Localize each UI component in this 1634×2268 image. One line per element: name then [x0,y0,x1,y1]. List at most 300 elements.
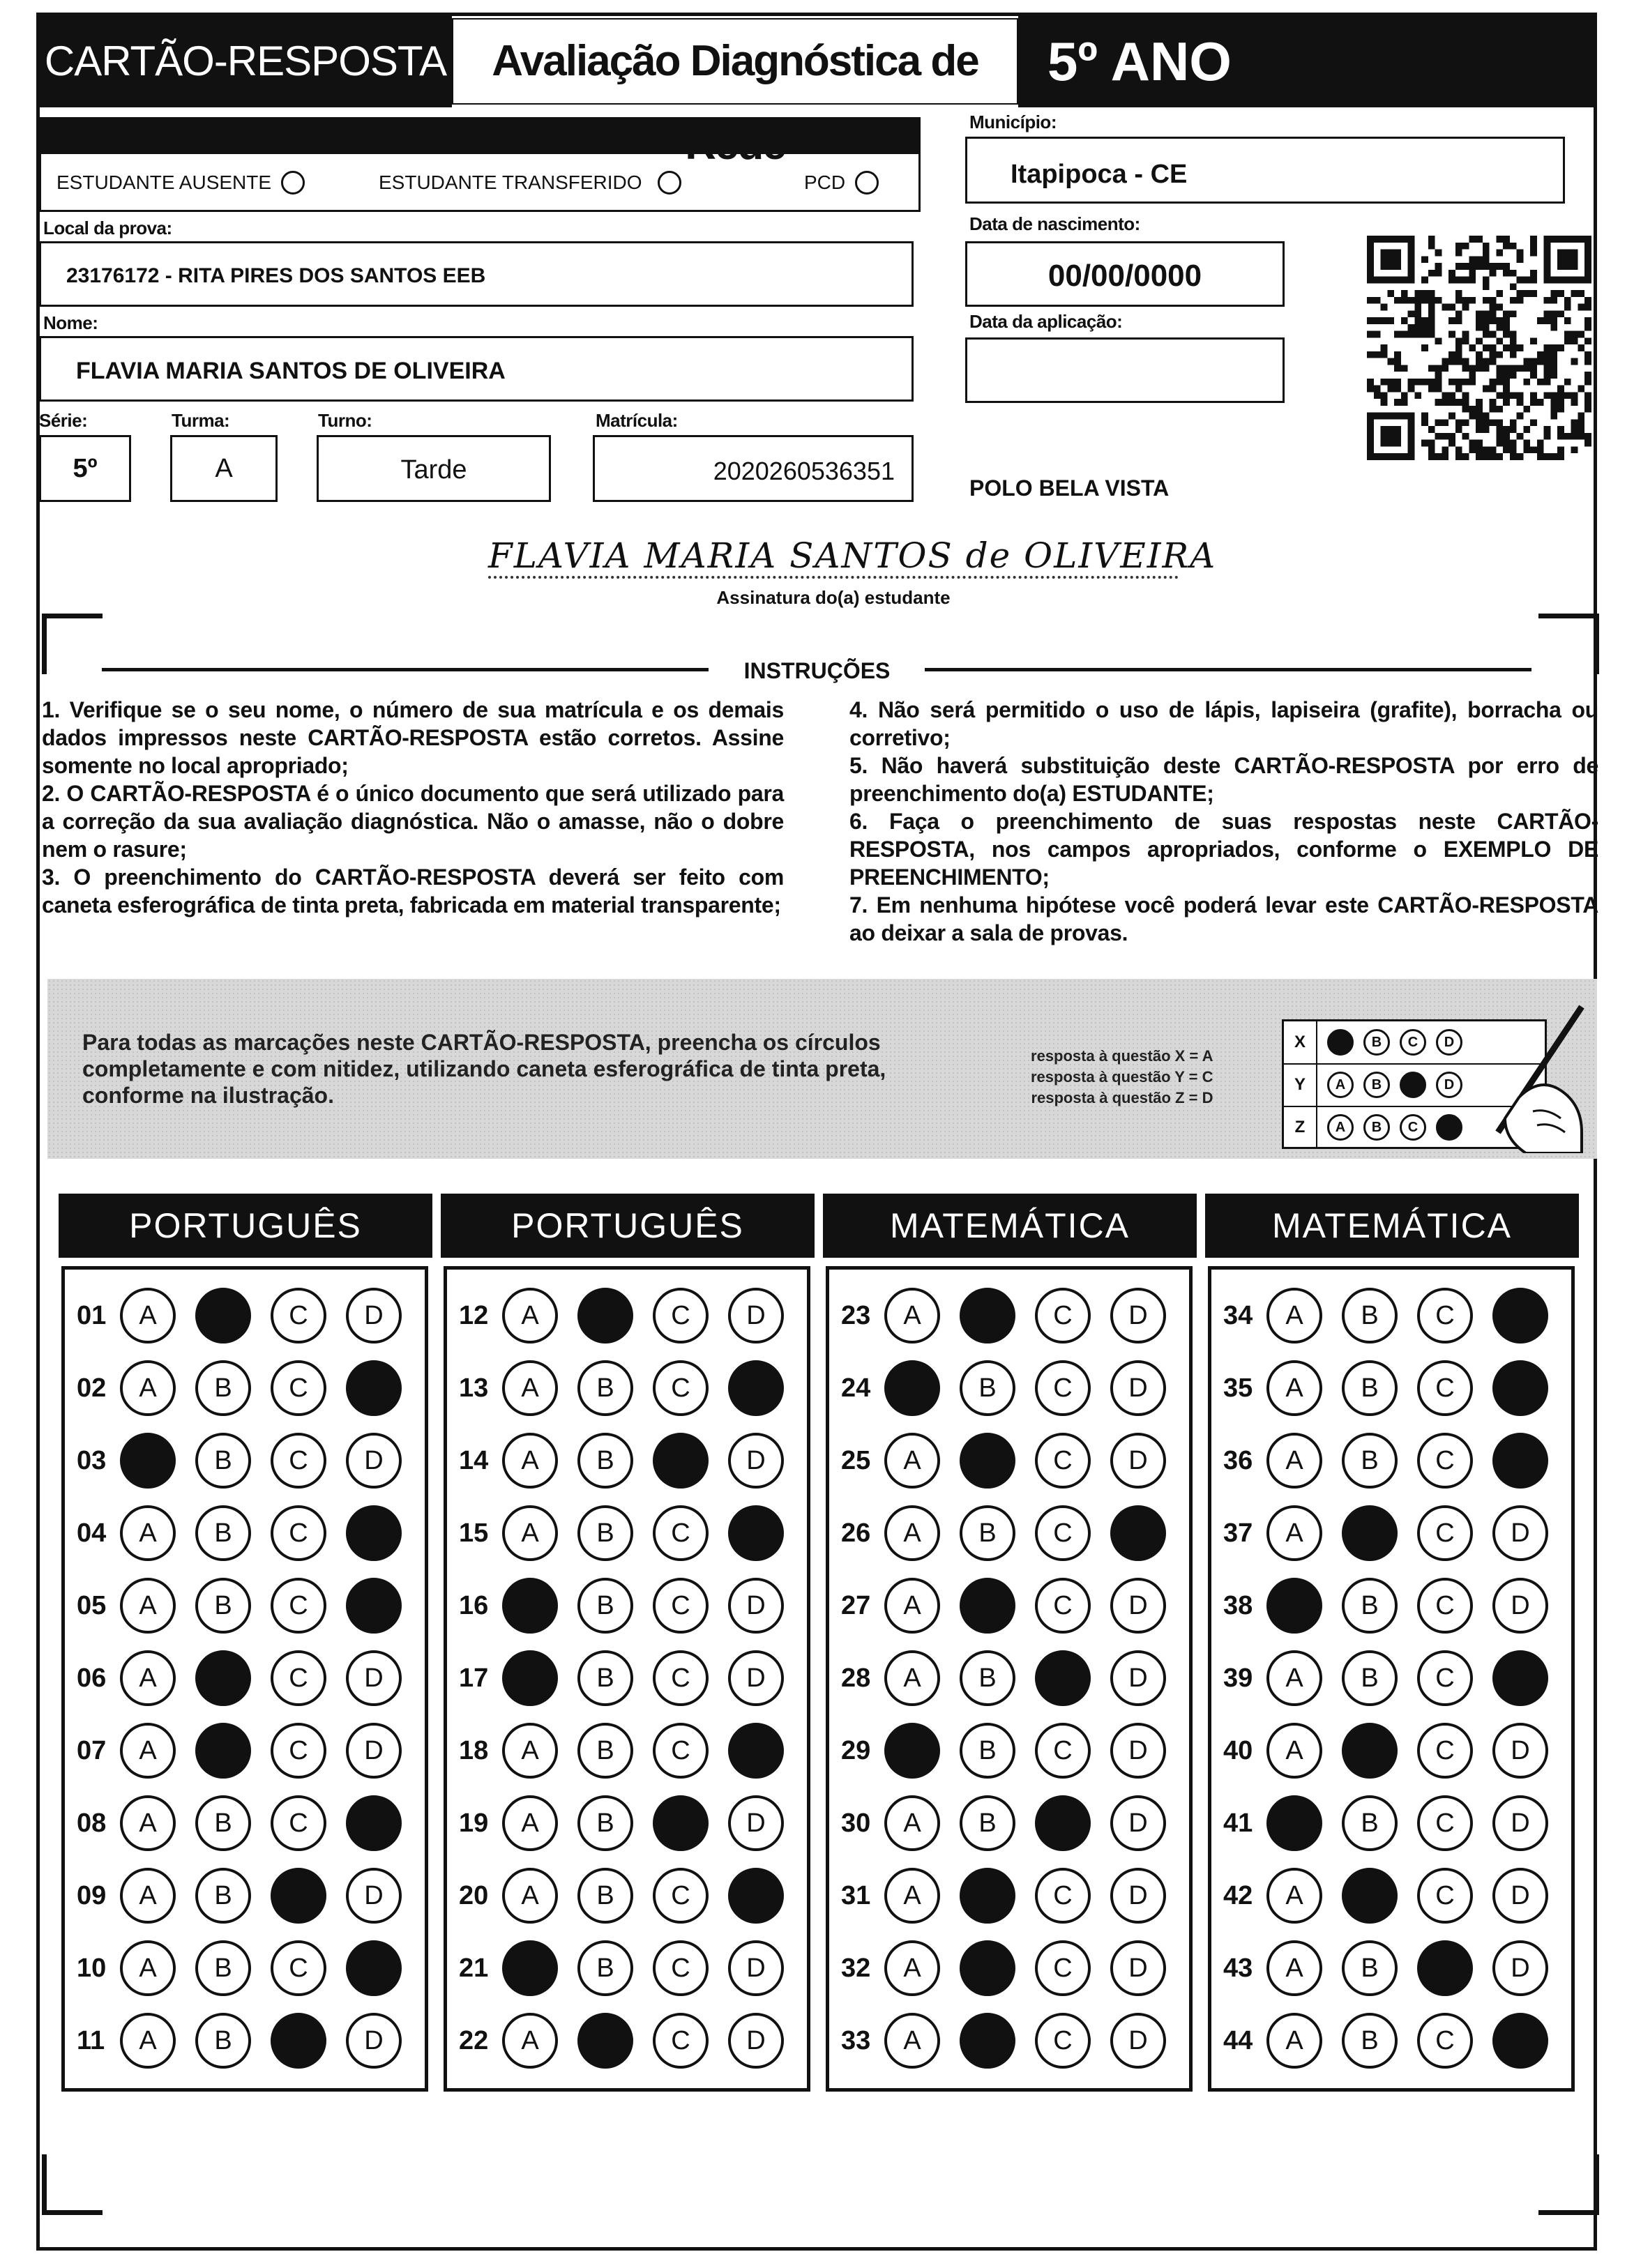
answer-bubble-b[interactable]: B [1342,2013,1398,2069]
answer-bubble-a[interactable]: A [502,2013,558,2069]
example-bubble: C [1400,1114,1426,1141]
answer-bubble-c[interactable]: C [1417,1360,1473,1416]
answer-bubble-c[interactable]: C [1417,2013,1473,2069]
answer-bubble-b[interactable]: B [1342,1940,1398,1996]
answer-bubble-d[interactable] [346,1578,402,1634]
answer-bubble-d[interactable]: D [346,2013,402,2069]
answer-bubble-b[interactable]: B [1342,1433,1398,1489]
answer-bubble-b[interactable]: B [195,1795,251,1851]
answer-bubble-b[interactable]: B [960,1360,1015,1416]
answer-bubble-c[interactable] [1035,1795,1091,1851]
answer-bubble-b[interactable]: B [577,1723,633,1779]
instructions-column-left [42,696,784,919]
answer-bubble-d[interactable]: D [1492,1723,1548,1779]
instruction-item: 5. Não haverá substituição deste CARTÃO-RESPOSTA por erro de preenchimento do(a) ESTUDANTE; [849,753,1598,806]
answer-bubble-b[interactable]: B [960,1650,1015,1706]
question-number: 39 [1223,1663,1253,1693]
answer-bubble-d[interactable]: D [1492,1578,1548,1634]
question-row [77,1937,421,2000]
answer-bubble-b[interactable] [195,1650,251,1706]
answer-bubble-a[interactable]: A [1266,1650,1322,1706]
local-label: Local da prova: [43,218,172,238]
answer-bubble-b[interactable]: B [960,1505,1015,1561]
question-number: 25 [841,1445,871,1475]
answer-bubble-a[interactable]: A [502,1433,558,1489]
question-row [459,1429,803,1492]
question-number: 20 [459,1880,489,1910]
answer-bubble-a[interactable]: A [120,1288,176,1344]
answer-bubble-b[interactable]: B [1342,1795,1398,1851]
answer-bubble-c[interactable]: C [1417,1578,1473,1634]
answer-bubble-a[interactable]: A [884,1288,940,1344]
answer-bubble-b[interactable]: B [577,1940,633,1996]
answer-bubble-a[interactable]: A [120,1940,176,1996]
answer-bubble-a[interactable]: A [884,1795,940,1851]
answer-bubble-a[interactable]: A [120,2013,176,2069]
answer-bubble-b[interactable]: B [195,1505,251,1561]
answer-bubble-d[interactable]: D [728,1288,784,1344]
answer-bubble-d[interactable]: D [1110,1288,1166,1344]
answer-bubble-a[interactable]: A [502,1505,558,1561]
question-row [77,1284,421,1347]
answer-bubble-d[interactable]: D [346,1723,402,1779]
answer-bubble-a[interactable] [502,1650,558,1706]
question-row [841,1647,1186,1710]
answer-bubble-a[interactable]: A [1266,1505,1322,1561]
answer-bubble-b[interactable]: B [195,1940,251,1996]
polo-value: POLO BELA VISTA [969,475,1170,501]
answer-bubble-a[interactable]: A [120,1723,176,1779]
question-row [459,1937,803,2000]
answer-bubble-b[interactable]: B [195,1578,251,1634]
example-bubble: A [1327,1072,1354,1098]
answer-bubble-a[interactable]: A [502,1795,558,1851]
question-number: 19 [459,1808,489,1838]
answer-bubble-c[interactable]: C [653,1868,709,1924]
question-number: 26 [841,1518,871,1548]
card-label: CARTÃO-RESPOSTA [39,15,452,107]
answer-bubble-c[interactable]: C [653,1940,709,1996]
instruction-item: 1. Verifique se o seu nome, o número de sua matrícula e os demais dados impressos neste CARTÃO-RESPOSTA estão corretos. Assine somente no local apropriado; [42,697,784,778]
answer-bubble-c[interactable] [653,1433,709,1489]
answer-bubble-d[interactable] [728,1723,784,1779]
answer-bubble-b[interactable] [960,2013,1015,2069]
example-key [1031,1046,1213,1109]
instruction-item: 2. O CARTÃO-RESPOSTA é o único documento que será utilizado para a correção da sua avaliação diagnóstica. Não o amasse, não o dobre nem o rasure; [42,781,784,862]
answer-bubble-a[interactable]: A [120,1360,176,1416]
question-row [1223,1864,1568,1927]
question-row [459,1647,803,1710]
question-number: 35 [1223,1373,1253,1403]
answer-bubble-c[interactable] [653,1795,709,1851]
answer-bubble-b[interactable] [960,1578,1015,1634]
instructions-title: INSTRUÇÕES [743,658,891,683]
answer-bubble-c[interactable] [1035,1650,1091,1706]
answer-bubble-c[interactable]: C [1417,1868,1473,1924]
answer-bubble-b[interactable] [577,2013,633,2069]
answer-bubble-d[interactable]: D [346,1650,402,1706]
matricula-label: Matrícula: [596,410,678,431]
corner-mark-bottom-left [42,2154,103,2215]
answer-bubble-d[interactable] [1492,1360,1548,1416]
answer-bubble-d[interactable]: D [1110,1433,1166,1489]
answer-bubble-d[interactable]: D [728,1433,784,1489]
question-number: 13 [459,1373,489,1403]
question-row [459,1792,803,1855]
question-row [841,1574,1186,1637]
answer-bubble-c[interactable]: C [1035,1578,1091,1634]
answer-bubble-a[interactable] [502,1578,558,1634]
question-number: 37 [1223,1518,1253,1548]
question-number: 15 [459,1518,489,1548]
answer-bubble-d[interactable]: D [728,1940,784,1996]
answer-bubble-a[interactable]: A [884,1578,940,1634]
grade-label: 5º ANO [1018,15,1597,107]
answer-bubble-b[interactable]: B [577,1505,633,1561]
answer-bubble-d[interactable]: D [1492,1795,1548,1851]
answer-bubble-c[interactable]: C [271,1433,326,1489]
answer-bubble-a[interactable]: A [502,1360,558,1416]
answer-bubble-b[interactable]: B [960,1795,1015,1851]
answer-bubble-d[interactable]: D [1492,1505,1548,1561]
signature-line [488,576,1179,579]
answer-bubble-a[interactable] [1266,1795,1322,1851]
instruction-item: 4. Não será permitido o uso de lápis, lapiseira (grafite), borracha ou corretivo; [849,697,1598,750]
answer-bubble-b[interactable]: B [577,1433,633,1489]
answer-bubble-d[interactable]: D [1110,1940,1166,1996]
question-row [1223,1502,1568,1565]
question-number: 36 [1223,1445,1253,1475]
question-number: 11 [77,2025,105,2055]
pcd-label: PCD [804,172,846,193]
answer-bubble-c[interactable]: C [271,1795,326,1851]
answer-bubble-c[interactable]: C [271,1723,326,1779]
answer-bubble-a[interactable]: A [1266,1868,1322,1924]
municipio-value: Itapipoca - CE [1011,160,1188,189]
answer-bubble-a[interactable]: A [120,1505,176,1561]
answer-bubble-a[interactable]: A [120,1795,176,1851]
answer-bubble-c[interactable]: C [271,1360,326,1416]
answer-bubble-a[interactable]: A [884,1505,940,1561]
answer-bubble-b[interactable]: B [577,1650,633,1706]
question-row [459,1357,803,1420]
answer-bubble-b[interactable] [960,1433,1015,1489]
answer-bubble-d[interactable]: D [1492,1868,1548,1924]
question-row [77,1502,421,1565]
section-title: MATEMÁTICA [1205,1194,1579,1258]
answer-bubble-c[interactable] [1417,1940,1473,1996]
answer-bubble-a[interactable]: A [502,1723,558,1779]
answer-bubble-a[interactable]: A [884,1650,940,1706]
matricula-field [593,435,914,502]
answer-bubble-d[interactable] [346,1795,402,1851]
section-title: MATEMÁTICA [823,1194,1197,1258]
question-number: 14 [459,1445,489,1475]
answer-bubble-a[interactable] [1266,1578,1322,1634]
answer-bubble-d[interactable]: D [728,1578,784,1634]
answer-bubble-b[interactable]: B [195,2013,251,2069]
answer-bubble-b[interactable]: B [195,1433,251,1489]
question-number: 09 [77,1880,107,1910]
answer-bubble-d[interactable]: D [1110,1795,1166,1851]
answer-bubble-c[interactable]: C [653,1360,709,1416]
answer-bubble-b[interactable]: B [577,1578,633,1634]
answer-bubble-a[interactable] [884,1723,940,1779]
answer-bubble-d[interactable]: D [1110,1868,1166,1924]
answer-bubble-d[interactable]: D [728,1650,784,1706]
question-row [1223,1284,1568,1347]
answer-bubble-c[interactable]: C [271,1578,326,1634]
answer-bubble-a[interactable]: A [120,1650,176,1706]
answer-bubble-c[interactable]: C [653,1723,709,1779]
answer-bubble-b[interactable] [1342,1723,1398,1779]
answer-bubble-a[interactable]: A [1266,1433,1322,1489]
answer-bubble-b[interactable] [577,1288,633,1344]
question-number: 33 [841,2025,871,2055]
answer-bubble-b[interactable] [1342,1868,1398,1924]
answer-bubble-c[interactable]: C [271,1940,326,1996]
qr-code [1367,236,1591,460]
serie-label: Série: [39,410,88,431]
answer-bubble-c[interactable]: C [1035,1360,1091,1416]
question-number: 43 [1223,1953,1253,1983]
question-row [77,1357,421,1420]
question-number: 31 [841,1880,871,1910]
answer-bubble-c[interactable]: C [653,1288,709,1344]
nascimento-label: Data de nascimento: [969,213,1140,234]
question-row [841,1284,1186,1347]
status-bar [39,117,921,152]
question-number: 28 [841,1663,871,1693]
absent-radio[interactable] [281,171,305,195]
answer-bubble-b[interactable] [1342,1505,1398,1561]
question-number: 21 [459,1953,489,1983]
question-number: 05 [77,1590,107,1620]
answer-bubble-b[interactable] [195,1288,251,1344]
answer-bubble-a[interactable]: A [1266,1723,1322,1779]
question-row [459,2009,803,2072]
answer-bubble-c[interactable] [271,2013,326,2069]
answer-bubble-b[interactable]: B [577,1868,633,1924]
answer-bubble-a[interactable] [120,1433,176,1489]
answer-bubble-b[interactable]: B [195,1868,251,1924]
answer-bubble-d[interactable]: D [1110,1360,1166,1416]
question-number: 34 [1223,1300,1253,1330]
example-bubble: D [1436,1029,1462,1056]
answer-bubble-c[interactable]: C [1417,1433,1473,1489]
answer-bubble-d[interactable]: D [1110,2013,1166,2069]
answer-bubble-c[interactable]: C [1417,1795,1473,1851]
answer-bubble-d[interactable] [346,1360,402,1416]
question-row [841,1357,1186,1420]
answer-bubble-c[interactable]: C [1035,1288,1091,1344]
turno-field [317,435,551,502]
question-number: 27 [841,1590,871,1620]
question-row [1223,1647,1568,1710]
question-number: 06 [77,1663,107,1693]
answer-bubble-d[interactable]: D [346,1288,402,1344]
question-number: 04 [77,1518,107,1548]
answer-bubble-a[interactable]: A [884,1433,940,1489]
example-row-label: Y [1284,1064,1317,1106]
question-row [841,1937,1186,2000]
question-row [841,2009,1186,2072]
answer-bubble-c[interactable]: C [653,1578,709,1634]
turma-field [170,435,278,502]
answer-bubble-a[interactable] [884,1360,940,1416]
question-row [1223,1792,1568,1855]
question-number: 42 [1223,1880,1253,1910]
example-bubble: B [1363,1029,1390,1056]
question-row [77,1719,421,1782]
example-bubble: C [1400,1029,1426,1056]
answer-bubble-b[interactable]: B [1342,1578,1398,1634]
pcd-option[interactable] [804,171,879,195]
example-key-line: resposta à questão Z = D [1031,1089,1213,1106]
answer-bubble-d[interactable]: D [346,1868,402,1924]
answer-bubble-a[interactable]: A [502,1868,558,1924]
question-number: 23 [841,1300,871,1330]
answer-bubble-d[interactable]: D [1110,1723,1166,1779]
answer-bubble-a[interactable]: A [1266,1288,1322,1344]
question-row [459,1502,803,1565]
answer-bubble-d[interactable]: D [1110,1578,1166,1634]
answer-bubble-d[interactable] [728,1360,784,1416]
answer-bubble-c[interactable]: C [1035,1723,1091,1779]
instructions-column-right [849,696,1598,947]
serie-field [39,435,131,502]
turno-label: Turno: [318,410,372,431]
name-label: Nome: [43,312,98,333]
answer-bubble-c[interactable]: C [1035,1868,1091,1924]
absent-option[interactable] [56,171,305,195]
answer-bubble-c[interactable]: C [653,1650,709,1706]
answer-bubble-b[interactable]: B [960,1723,1015,1779]
answer-bubble-c[interactable]: C [1035,2013,1091,2069]
answer-bubble-c[interactable]: C [653,2013,709,2069]
example-bubble: D [1436,1072,1462,1098]
answer-bubble-b[interactable]: B [1342,1288,1398,1344]
absent-label: ESTUDANTE AUSENTE [56,172,272,193]
answer-bubble-d[interactable] [728,1868,784,1924]
turma-label: Turma: [172,410,230,431]
example-row-label: X [1284,1021,1317,1063]
answer-bubble-d[interactable] [1492,1288,1548,1344]
answer-bubble-a[interactable]: A [502,1288,558,1344]
answer-bubble-c[interactable]: C [271,1505,326,1561]
answer-bubble-b[interactable] [195,1723,251,1779]
answer-bubble-c[interactable] [271,1868,326,1924]
instruction-item: 3. O preenchimento do CARTÃO-RESPOSTA deverá ser feito com caneta esferográfica de tinta preta, fabricada em material transparente; [42,865,784,918]
name-value: FLAVIA MARIA SANTOS DE OLIVEIRA [76,358,506,384]
aplicacao-field[interactable] [965,337,1285,403]
signature-label: Assinatura do(a) estudante [716,587,951,608]
answer-bubble-a[interactable]: A [884,1940,940,1996]
answer-bubble-d[interactable] [1492,1650,1548,1706]
answer-bubble-b[interactable]: B [1342,1650,1398,1706]
answer-bubble-b[interactable]: B [577,1360,633,1416]
answer-bubble-b[interactable]: B [1342,1360,1398,1416]
answer-bubble-c[interactable]: C [1035,1433,1091,1489]
answer-bubble-d[interactable] [728,1505,784,1561]
question-number: 32 [841,1953,871,1983]
answer-bubble-c[interactable]: C [271,1650,326,1706]
example-bubble: A [1327,1114,1354,1141]
turno-value: Tarde [400,455,467,485]
transferred-option[interactable] [379,171,681,195]
answer-bubble-d[interactable]: D [1110,1650,1166,1706]
transferred-radio[interactable] [658,171,681,195]
answer-bubble-b[interactable]: B [577,1795,633,1851]
question-row [841,1719,1186,1782]
question-number: 01 [77,1300,107,1330]
question-row [459,1284,803,1347]
question-number: 22 [459,2025,489,2055]
answer-bubble-d[interactable]: D [728,1795,784,1851]
question-row [841,1864,1186,1927]
question-number: 29 [841,1735,871,1765]
local-value: 23176172 - RITA PIRES DOS SANTOS EEB [66,264,486,287]
answer-bubble-d[interactable] [1110,1505,1166,1561]
example-bubble [1327,1029,1354,1056]
status-options [39,152,921,212]
answer-bubble-c[interactable]: C [653,1505,709,1561]
answer-bubble-d[interactable] [1492,1433,1548,1489]
question-row [77,1864,421,1927]
corner-mark-bottom-right [1538,2154,1599,2215]
answer-bubble-d[interactable] [346,1940,402,1996]
answer-bubble-d[interactable] [1492,2013,1548,2069]
answer-bubble-c[interactable]: C [1417,1723,1473,1779]
answer-bubble-d[interactable]: D [346,1433,402,1489]
answer-bubble-b[interactable] [960,1288,1015,1344]
exam-title: Avaliação Diagnóstica de [452,18,1018,105]
answer-bubble-a[interactable]: A [1266,2013,1322,2069]
answer-bubble-c[interactable]: C [1417,1650,1473,1706]
answer-bubble-a[interactable]: A [884,1868,940,1924]
answer-bubble-a[interactable]: A [884,2013,940,2069]
answer-bubble-a[interactable]: A [120,1868,176,1924]
hand-with-pen-icon [1470,993,1596,1153]
question-number: 44 [1223,2025,1253,2055]
question-row [841,1502,1186,1565]
nascimento-value: 00/00/0000 [1047,259,1202,293]
answer-bubble-d[interactable]: D [1492,1940,1548,1996]
answer-bubble-b[interactable]: B [195,1360,251,1416]
question-row [459,1864,803,1927]
answer-bubble-d[interactable]: D [728,2013,784,2069]
pcd-radio[interactable] [855,171,879,195]
serie-value: 5º [73,454,98,483]
answer-bubble-b[interactable] [960,1940,1015,1996]
local-field [39,241,914,307]
question-number: 03 [77,1445,107,1475]
answer-bubble-c[interactable]: C [1417,1505,1473,1561]
answer-bubble-a[interactable]: A [1266,1360,1322,1416]
question-number: 17 [459,1663,489,1693]
answer-bubble-a[interactable]: A [1266,1940,1322,1996]
answer-bubble-a[interactable] [502,1940,558,1996]
answer-bubble-c[interactable]: C [1035,1940,1091,1996]
answer-bubble-c[interactable]: C [1417,1288,1473,1344]
answer-bubble-c[interactable]: C [1035,1505,1091,1561]
answer-bubble-c[interactable]: C [271,1288,326,1344]
answer-bubble-a[interactable]: A [120,1578,176,1634]
instruction-item: 6. Faça o preenchimento de suas respostas neste CARTÃO-RESPOSTA, nos campos apropriados, conforme o EXEMPLO DE PREENCHIMENTO; [849,809,1598,890]
example-bubble: B [1363,1072,1390,1098]
answer-bubble-b[interactable] [960,1868,1015,1924]
answer-bubble-d[interactable] [346,1505,402,1561]
